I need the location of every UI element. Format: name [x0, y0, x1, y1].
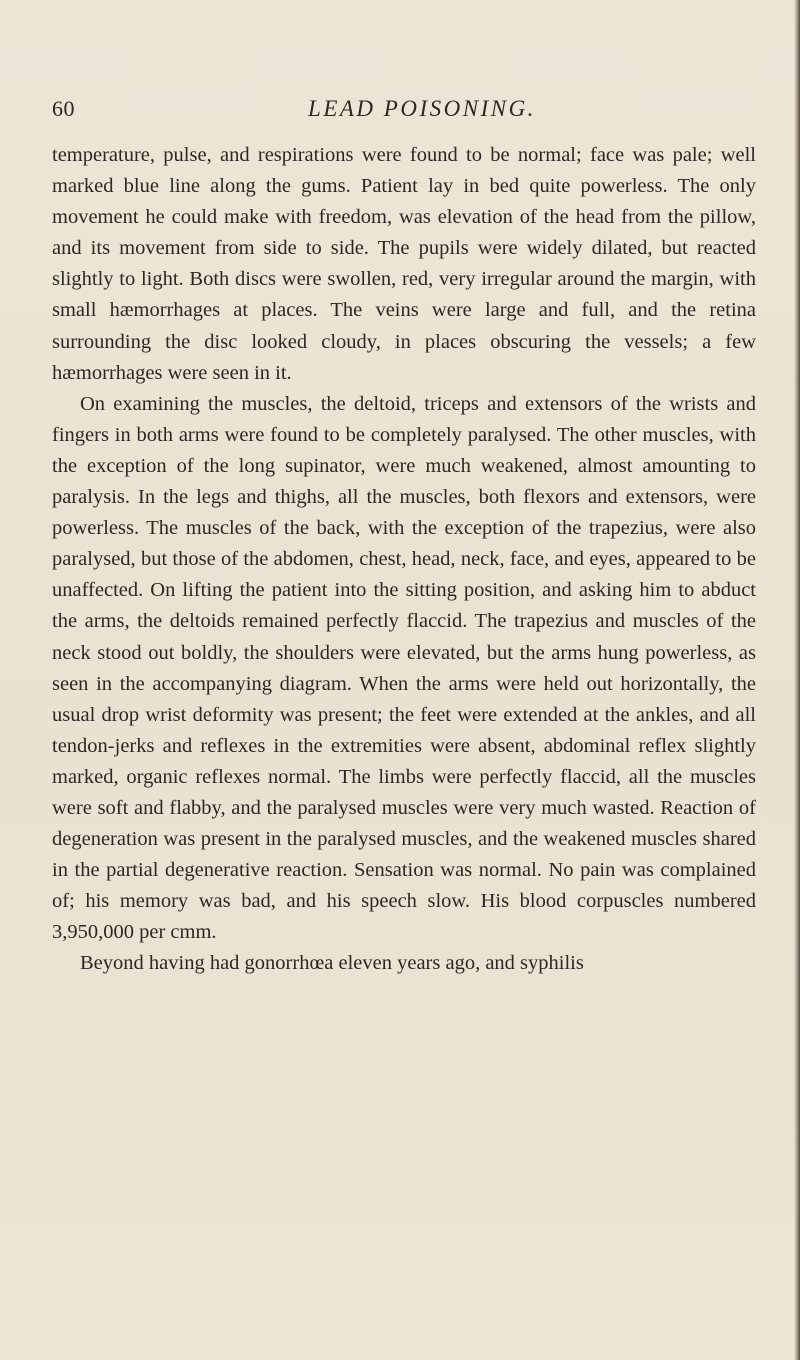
body-text: [52, 140, 756, 980]
running-head: [52, 96, 752, 126]
page-edge-shadow: [794, 0, 800, 1360]
paragraph-history: Beyond having had gonorrhœa eleven years ago, and syphilis: [80, 952, 584, 975]
paragraph-continued: temperature, pulse, and respirations were found to be normal; face was pale; well marked blue line along the gums. Patient lay in bed quite powerless. The only movement he could make with freedom, was elevation of the head from the pillow, and its movement from side to side. The pupils were widely dilated, but reacted slightly to light. Both discs were swollen, red, very irregular around the margin, with small hæmorrhages at places. The veins were large and full, and the retina surrounding the disc looked cloudy, in places obscuring the vessels; a few hæmorrhages were seen in it.: [52, 144, 756, 384]
paragraph-muscles: On examining the muscles, the deltoid, triceps and extensors of the wrists and fingers in both arms were found to be completely paralysed. The other muscles, with the exception of the long supinator, were much weakened, almost amounting to paralysis. In the legs and thighs, all the muscles, both flexors and extensors, were powerless. The muscles of the back, with the exception of the trapezius, were also paralysed, but those of the abdomen, chest, head, neck, face, and eyes, appeared to be unaffected. On lifting the patient into the sitting position, and asking him to abduct the arms, the deltoids remained perfectly flaccid. The trapezius and muscles of the neck stood out boldly, the shoulders were elevated, but the arms hung powerless, as seen in the accompanying diagram. When the arms were held out horizontally, the usual drop wrist deformity was present; the feet were extended at the ankles, and all tendon-jerks and reflexes in the extremities were absent, abdominal reflex slightly marked, organic reflexes normal. The limbs were perfectly flaccid, all the muscles were soft and flabby, and the paralysed muscles were very much wasted. Reaction of degeneration was present in the paralysed muscles, and the weakened muscles shared in the partial degenerative reaction. Sensation was normal. No pain was complained of; his memory was bad, and his speech slow. His blood corpuscles numbered 3,950,000 per cmm.: [52, 392, 756, 944]
page-number: 60: [52, 96, 75, 121]
page-header-title: LEAD POISONING.: [308, 96, 536, 121]
